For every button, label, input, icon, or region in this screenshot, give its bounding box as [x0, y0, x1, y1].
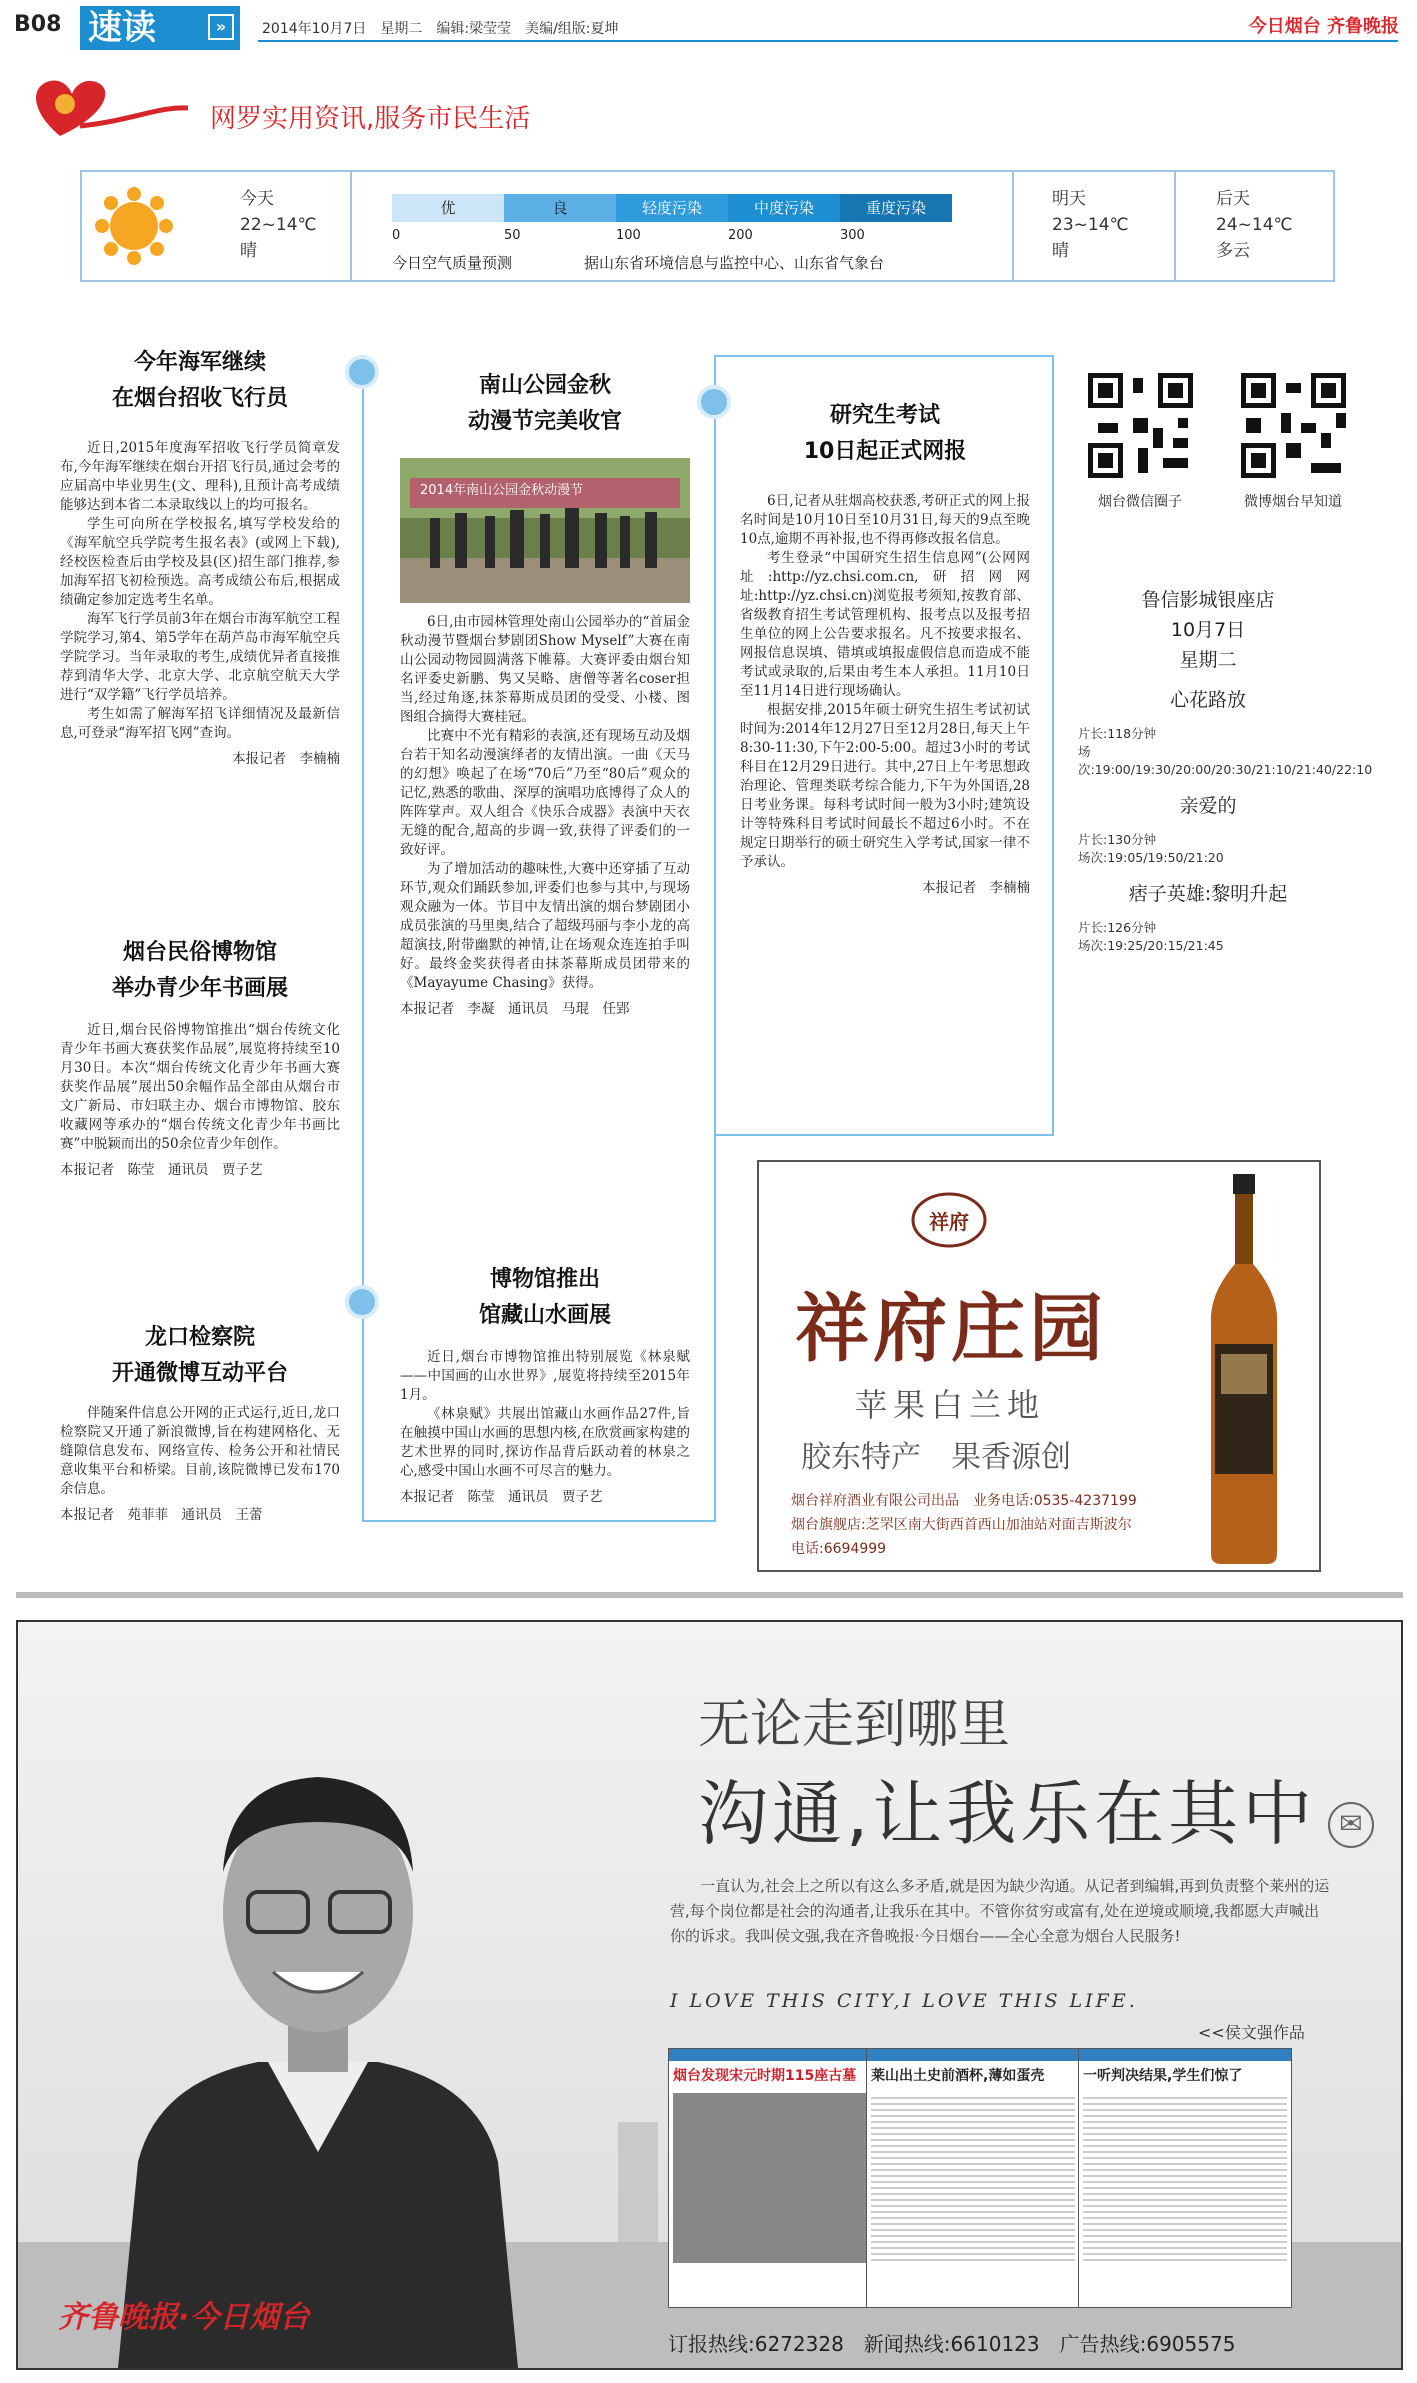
article-title: 博物馆推出	[489, 1267, 600, 1292]
divider-dot	[345, 1285, 379, 1319]
tomorrow-label: 明天	[1052, 189, 1086, 209]
weather-today	[82, 172, 352, 280]
aq-tick: 200	[728, 228, 753, 243]
article-anime	[400, 368, 690, 1017]
newspaper-thumb	[866, 2048, 1080, 2308]
ad-hotlines: 订报热线:6272328 新闻热线:6610123 广告热线:6905575	[668, 2332, 1236, 2356]
aq-tick: 300	[840, 228, 865, 243]
cinema-weekday: 星期二	[1179, 649, 1237, 671]
weather-after	[1178, 172, 1333, 280]
qr-wechat[interactable]	[1080, 368, 1200, 511]
qr-code-icon	[1083, 368, 1198, 483]
article-paragraph: 6日,由市园林管理处南山公园举办的“首届金秋动漫节暨烟台梦剧团Show Myself”大赛在南山公园动物园圆满落下帷幕。大赛评委由烟台知名评委史新鹏、隽又吴略、唐僧等著名coser担当,经过角逐,抹茶幕斯成员团的受受、小楼、图图组合摘得大赛桂冠。	[400, 614, 690, 725]
article-exam	[740, 398, 1030, 896]
article-title: 今年海军继续	[133, 350, 266, 375]
article-title: 研究生考试	[829, 403, 940, 428]
qr-label: 烟台微信圈子	[1098, 494, 1182, 510]
article-byline: 本报记者 李凝 通讯员 马琨 任郢	[400, 1001, 630, 1017]
film-name: 亲爱的	[1179, 795, 1237, 817]
article-folk-museum	[60, 935, 340, 1178]
divider-dot	[697, 385, 731, 419]
divider-dot	[345, 355, 379, 389]
film-times: 场次:19:00/19:30/20:00/20:30/21:10/21:40/22:10	[1078, 744, 1373, 777]
article-paragraph: 学生可向所在学校报名,填写学校发给的《海军航空兵学院考生报名表》(或网上下载),经校医检查后由学校及县(区)招生部门推荐,参加海军招飞初检预选。高考成绩公布后,根据成绩确定参加定选考生名单。	[60, 516, 340, 608]
header-slogan: 网罗实用资讯,服务市民生活	[210, 104, 531, 134]
aq-level: 重度污染	[840, 194, 952, 222]
ad-english: I LOVE THIS CITY,I LOVE THIS LIFE.	[670, 1990, 1138, 2012]
bottle-icon	[1199, 1174, 1289, 1566]
film-times: 场次:19:25/20:15/21:45	[1078, 938, 1224, 953]
article-paragraph: 近日,烟台市博物馆推出特别展览《林泉赋——中国画的山水世界》,展览将持续至2015年1月。	[400, 1349, 690, 1403]
ad-line-2: 沟通,让我乐在其中	[698, 1773, 1317, 1855]
newspaper-thumb	[1078, 2048, 1292, 2308]
article-title: 龙口检察院	[144, 1325, 255, 1350]
liquor-company: 烟台祥府酒业有限公司出品 业务电话:0535-4237199	[791, 1493, 1137, 1509]
air-quality	[354, 172, 1014, 280]
article-procuratorate	[60, 1320, 340, 1523]
brand-seal-text: 祥府	[929, 1210, 969, 1234]
liquor-slogan: 胶东特产 果香源创	[801, 1440, 1071, 1475]
article-paragraph: 《林泉赋》共展出馆藏山水画作品27件,旨在触摸中国山水画的思想内核,在欣赏画家构建的艺术世界的同时,探访作品背后跃动着的林泉之心,感受中国山水画不可尽言的魅力。	[400, 1406, 690, 1479]
article-title: 举办青少年书画展	[111, 976, 288, 1001]
section-title	[80, 6, 240, 50]
article-byline: 本报记者 陈莹 通讯员 贾子艺	[60, 1162, 263, 1178]
portrait-photo	[98, 1682, 538, 2368]
column-divider	[714, 355, 716, 1522]
article-paragraph: 近日,烟台民俗博物馆推出“烟台传统文化青少年书画大赛获奖作品展”,展览将持续至10月30日。本次“烟台传统文化青少年书画大赛获奖作品展”展出50余幅作品全部由从烟台市文广新局、市妇联主办、烟台市博物馆、胶东收藏网等承办的“烟台传统文化青少年书画比赛”中脱颖而出的50余位青少年创作。	[60, 1022, 340, 1152]
ad-body: 一直认为,社会上之所以有这么多矛盾,就是因为缺少沟通。从记者到编辑,再到负责整个莱州的运营,每个岗位都是社会的沟通者,让我乐在其中。不管你贫穷或富有,处在逆境或顺境,我都愿大声喊出你的诉求。我叫侯文强,我在齐鲁晚报·今日烟台——全心全意为烟台人民服务!	[670, 1877, 1330, 1945]
column-divider	[1052, 355, 1054, 1135]
tomorrow-temp: 23~14℃	[1052, 215, 1129, 235]
film-length: 片长:130分钟	[1078, 832, 1157, 847]
cinema-schedule	[1078, 585, 1373, 955]
page-code: B08	[14, 12, 62, 37]
film-entry	[1078, 791, 1338, 867]
cinema-venue: 鲁信影城银座店	[1141, 589, 1275, 611]
liquor-store: 烟台旗舰店:芝罘区南大街西首西山加油站对面吉斯波尔	[791, 1517, 1132, 1533]
article-paragraph: 6日,记者从驻烟高校获悉,考研正式的网上报名时间是10月10日至10月31日,每天的9点至晚10点,逾期不再补报,也不得再修改报名信息。	[740, 493, 1030, 547]
sun-icon	[94, 186, 174, 266]
film-length: 片长:118分钟	[1078, 726, 1157, 741]
column-divider	[362, 1520, 714, 1522]
thumb-headline: 莱山出土史前酒杯,薄如蛋壳	[871, 2068, 1045, 2084]
weather-panel	[80, 170, 1335, 282]
film-length: 片长:126分钟	[1078, 920, 1157, 935]
qr-code-icon	[1236, 368, 1351, 483]
film-name: 心花路放	[1169, 689, 1246, 711]
aq-level: 中度污染	[728, 194, 840, 222]
aq-forecast: 今日空气质量预测	[392, 254, 513, 272]
article-title: 开通微博互动平台	[111, 1361, 288, 1386]
ad-signature: <<侯文强作品	[1198, 2023, 1305, 2042]
article-byline: 本报记者 苑菲菲 通讯员 王蕾	[60, 1507, 263, 1523]
liquor-product: 苹果白兰地	[855, 1386, 1046, 1424]
article-title: 动漫节完美收官	[467, 409, 622, 434]
article-ink-painting	[400, 1262, 690, 1505]
article-paragraph: 比赛中不光有精彩的表演,还有现场互动及烟台若干知名动漫演绎者的友情出演。一曲《天马的幻想》唤起了在场“70后”乃至“80后”观众的记忆,熟悉的歌曲、深厚的演唱功底博得了众人的阵阵掌声。双人组合《快乐合成器》表演中天衣无缝的配合,超高的步调一致,获得了评委们的一致好评。	[400, 728, 690, 858]
article-byline: 本报记者 李楠楠	[232, 751, 340, 767]
today-label: 今天	[240, 189, 274, 209]
heart-logo-icon	[20, 66, 190, 146]
article-paragraph: 考生登录“中国研究生招生信息网”(公网网址:http://yz.chsi.com.cn,研招网网址:http://yz.chsi.cn)浏览报考须知,按教育部、省级教育招生考试管理机构、报考点以及报考招生单位的网上公告要求报名。凡不按要求报名、网报信息误填、错填或填报虚假信息而造成不能考试或录取的,后果由考生本人承担。11月10日至11月14日进行现场确认。	[740, 550, 1030, 699]
chevron-right-icon: »	[208, 14, 234, 40]
column-divider	[714, 355, 1054, 357]
qr-weibo[interactable]	[1233, 368, 1353, 511]
header-brand: 今日烟台 齐鲁晚报	[1248, 16, 1399, 37]
header-rule	[258, 40, 1398, 42]
wechat-icon: ✉	[1328, 1802, 1374, 1848]
aq-tick: 0	[392, 228, 401, 243]
weather-tomorrow	[1016, 172, 1176, 280]
liquor-ad[interactable]	[757, 1160, 1321, 1572]
article-byline: 本报记者 陈莹 通讯员 贾子艺	[400, 1489, 603, 1505]
article-paragraph: 海军飞行学员前3年在烟台市海军航空工程学院学习,第4、第5学年在葫芦岛市海军航空兵学院学习。当年录取的考生,成绩优异者直接推荐到清华大学、北京大学、北京航空航天大学进行“双学籍”飞行学员培养。	[60, 611, 340, 703]
today-temp: 22~14℃	[240, 215, 317, 235]
aq-level: 轻度污染	[616, 194, 728, 222]
liquor-store-phone: 电话:6694999	[791, 1541, 887, 1557]
article-title: 南山公园金秋	[478, 373, 611, 398]
film-name: 痞子英雄:黎明升起	[1128, 883, 1288, 905]
aq-tick: 100	[616, 228, 641, 243]
article-byline: 本报记者 李楠楠	[922, 880, 1030, 896]
ad-line-1: 无论走到哪里	[698, 1695, 1011, 1755]
film-entry	[1078, 879, 1338, 955]
thumb-headline: 烟台发现宋元时期115座古墓	[673, 2068, 857, 2084]
film-entry	[1078, 685, 1373, 779]
after-temp: 24~14℃	[1216, 215, 1293, 235]
article-navy	[60, 345, 340, 767]
article-paragraph: 考生如需了解海军招飞详细情况及最新信息,可登录“海军招飞网”查询。	[60, 706, 340, 741]
article-paragraph: 近日,2015年度海军招收飞行学员简章发布,今年海军继续在烟台开招飞行员,通过会考的应届高中毕业男生(文、理科),且预计高考成绩能够达到本省二本录取线以上的均可报名。	[60, 440, 340, 513]
aq-tick: 50	[504, 228, 521, 243]
article-paragraph: 为了增加活动的趣味性,大赛中还穿插了互动环节,观众们踊跃参加,评委们也参与其中,与现场观众融为一体。节目中友情出演的烟台梦剧团小成员张演的马里奥,结合了超级玛丽与李小龙的高超演技,附带幽默的神情,让在场观众连连拍手叫好。最终金奖获得者由抹茶幕斯成员团带来的《Mayayume Chasing》获得。	[400, 861, 690, 991]
cinema-date: 10月7日	[1170, 619, 1246, 641]
newspaper-thumb	[668, 2048, 882, 2308]
article-paragraph: 根据安排,2015年硕士研究生招生考试初试时间为:2014年12月27日至12月28日,每天上午8:30-11:30,下午2:00-5:00。超过3小时的考试科目在12月29日进行。其中,27日上午考思想政治理论、管理类联考综合能力,下午为外国语,28日考业务课。每科考试时间一般为3小时;建筑设计等特殊科目考试时间最长不超过6小时。不在规定日期举行的硕士研究生入学考试,国家一律不予承认。	[740, 702, 1030, 870]
aq-level: 优	[392, 194, 504, 222]
qr-label: 微博烟台早知道	[1244, 494, 1342, 510]
cosplay-photo	[400, 458, 690, 603]
article-title: 在烟台招收飞行员	[111, 386, 288, 411]
today-cond: 晴	[240, 241, 257, 261]
column-divider	[362, 355, 364, 1520]
header-meta: 2014年10月7日 星期二 编辑:梁莹莹 美编/组版:夏坤	[262, 21, 619, 37]
section-label: 速读	[88, 8, 156, 48]
aq-level: 良	[504, 194, 616, 222]
aq-scale	[392, 194, 952, 222]
after-label: 后天	[1216, 189, 1250, 209]
newspaper-brand: 齐鲁晚报·今日烟台	[58, 2300, 310, 2335]
article-title: 10日起正式网报	[803, 439, 967, 464]
after-cond: 多云	[1216, 241, 1250, 261]
aq-source: 据山东省环境信息与监控中心、山东省气象台	[584, 254, 885, 272]
film-times: 场次:19:05/19:50/21:20	[1078, 850, 1224, 865]
promo-ad[interactable]	[16, 1620, 1403, 2370]
section-separator	[16, 1592, 1403, 1598]
article-title: 馆藏山水画展	[478, 1303, 611, 1328]
tomorrow-cond: 晴	[1052, 241, 1069, 261]
article-paragraph: 伴随案件信息公开网的正式运行,近日,龙口检察院又开通了新浪微博,旨在构建网格化、无缝隙信息发布、网络宣传、检务公开和社情民意收集平台和桥梁。目前,该院微博已发布170余信息。	[60, 1405, 340, 1497]
thumb-headline: 一听判决结果,学生们惊了	[1083, 2068, 1243, 2084]
article-title: 烟台民俗博物馆	[122, 940, 277, 965]
liquor-name: 祥府庄园	[795, 1286, 1107, 1372]
column-divider	[714, 1134, 1054, 1136]
photo-banner: 2014年南山公园金秋动漫节	[420, 483, 584, 498]
